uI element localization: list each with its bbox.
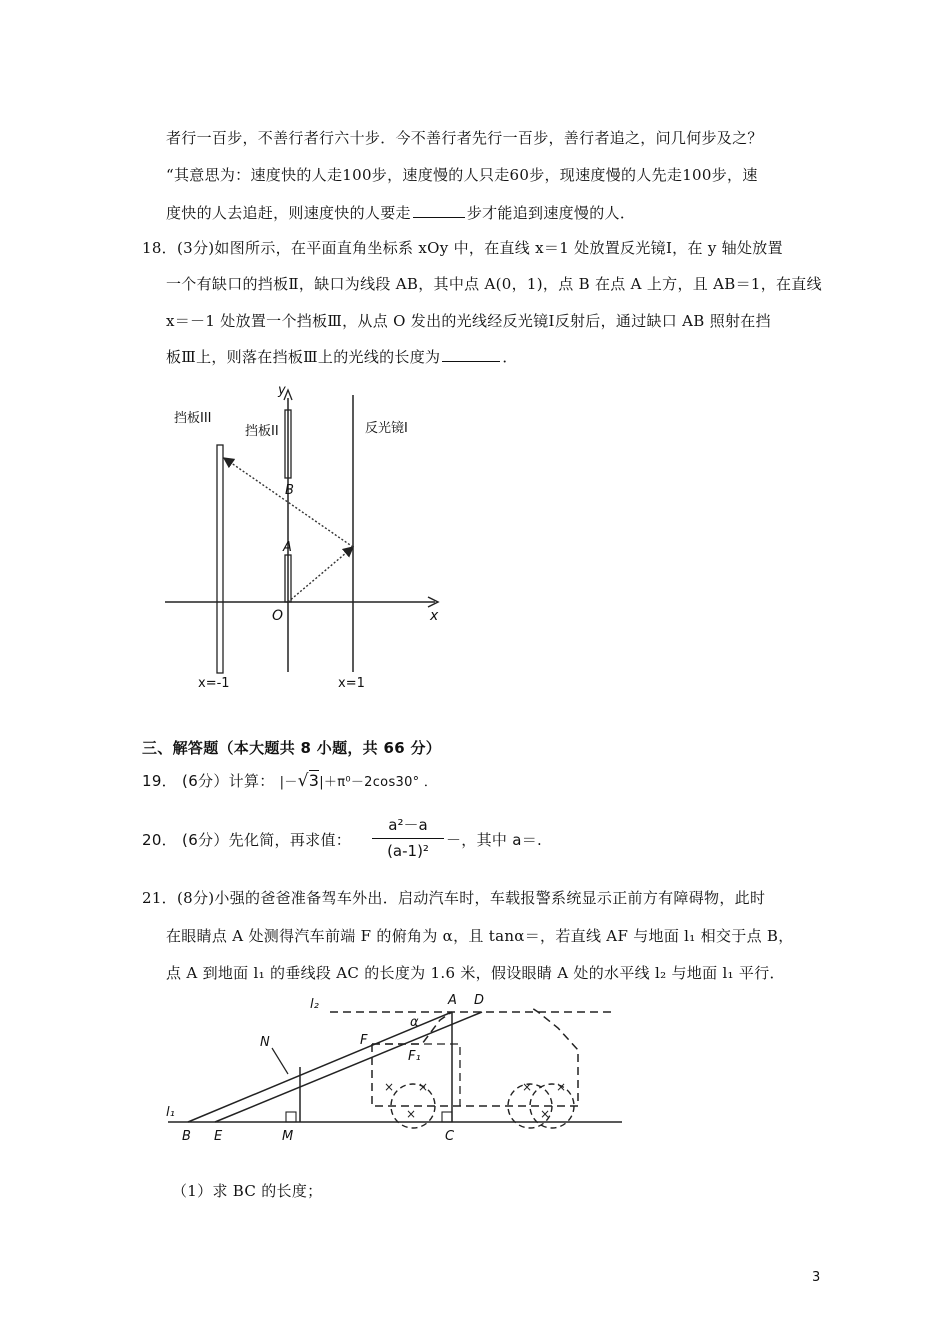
q20-numerator: a²－a xyxy=(372,814,444,839)
q18-line-4-text-a: 板Ⅲ上，则落在挡板Ⅲ上的光线的长度为 xyxy=(166,348,441,366)
wheel-mark-3: × xyxy=(406,1107,417,1121)
label-x-neg1: x=-1 xyxy=(198,676,230,691)
label-F: F xyxy=(360,1033,368,1048)
q18-line-4-text-b: ． xyxy=(502,348,518,366)
q20-denominator: (a-1)² xyxy=(387,842,429,860)
q20-fraction xyxy=(372,814,444,860)
wheel-mark-4: × xyxy=(522,1080,533,1094)
label-A: A xyxy=(283,540,292,555)
label-board2: 挡板II xyxy=(245,424,279,439)
right-angle-mark-C xyxy=(442,1112,452,1122)
q18-line-1: 18．(3分)如图所示，在平面直角坐标系 xOy 中，在直线 x＝1 处放置反光镜Ⅰ，在 y 轴处放置 xyxy=(142,239,783,257)
q19-sqrt-value: 3 xyxy=(308,771,320,790)
label-A: A xyxy=(448,993,457,1008)
q18-line-4 xyxy=(166,346,518,367)
label-x1: x=1 xyxy=(338,676,365,691)
q21-line-1: 21．(8分)小强的爸爸准备驾车外出．启动汽车时，车载报警系统显示正前方有障碍物，此时 xyxy=(142,889,766,907)
segment-N-pointer xyxy=(272,1048,288,1074)
label-l2: l₂ xyxy=(310,997,319,1012)
sqrt-icon: √ xyxy=(297,771,309,791)
q19-prefix: 19． (6分）计算： xyxy=(142,772,275,790)
q21-line-3: 点 A 到地面 l₁ 的垂线段 AC 的长度为 1.6 米，假设眼睛 A 处的水平线 l₂ 与地面 l₁ 平行． xyxy=(166,964,785,982)
label-alpha: α xyxy=(410,1015,419,1030)
q17-answer-blank[interactable] xyxy=(413,203,465,218)
q19-line xyxy=(142,770,437,791)
label-B: B xyxy=(285,483,294,498)
q17-line-3 xyxy=(166,202,635,223)
wheel-mark-2: × xyxy=(418,1080,429,1094)
label-D: D xyxy=(474,993,485,1008)
light-ray-incident xyxy=(288,547,353,602)
label-l1: l₁ xyxy=(166,1105,175,1120)
label-O: O xyxy=(272,608,284,624)
label-N: N xyxy=(260,1035,270,1050)
label-y: y xyxy=(278,383,286,398)
label-x: x xyxy=(430,608,439,624)
section3-title: 三、解答题（本大题共 8 小题，共 66 分） xyxy=(142,739,442,757)
q17-line-3-text-a: 度快的人去追赶，则速度快的人要走 xyxy=(166,204,411,222)
right-angle-mark-M xyxy=(286,1112,296,1122)
q17-line-1: 者行一百步，不善行者行六十步．今不善行者先行一百步，善行者追之，问几何步及之？ xyxy=(166,129,763,147)
q18-figure xyxy=(160,380,460,695)
q18-line-2: 一个有缺口的挡板Ⅱ，缺口为线段 AB，其中点 A(0，1)，点 B 在点 A 上方，且 AB＝1，在直线 xyxy=(166,275,822,293)
wheel-mark-6: × xyxy=(540,1107,551,1121)
label-mirror1: 反光镜I xyxy=(365,421,408,436)
wheel-mark-1: × xyxy=(384,1080,395,1094)
q21-sub-question-1: （1）求 BC 的长度； xyxy=(172,1182,323,1200)
label-C: C xyxy=(445,1129,455,1143)
label-board3: 挡板III xyxy=(174,411,212,426)
q21-line-2: 在眼睛点 A 处测得汽车前端 F 的俯角为 α，且 tanα＝，若直线 AF 与地面 l₁ 相交于点 B， xyxy=(166,927,794,945)
q19-abs-open: |－ xyxy=(279,775,298,790)
q20-prefix: 20． (6分）先化简，再求值： xyxy=(142,831,352,849)
label-B: B xyxy=(182,1129,191,1143)
wheel-mark-5: × xyxy=(556,1080,567,1094)
q17-line-2: “其意思为：速度快的人走100步，速度慢的人只走60步，现速度慢的人先走100步，速 xyxy=(166,166,758,184)
q18-line-3: x＝－1 处放置一个挡板Ⅲ，从点 O 发出的光线经反光镜Ⅰ反射后，通过缺口 AB 照射在挡 xyxy=(166,312,771,330)
q21-figure xyxy=(160,988,630,1143)
q18-answer-blank[interactable] xyxy=(442,347,500,362)
q17-line-3-text-b: 步才能追到速度慢的人． xyxy=(466,204,636,222)
label-E: E xyxy=(214,1129,223,1143)
label-F1: F₁ xyxy=(408,1049,421,1064)
q20-suffix: －，其中 a＝. xyxy=(446,831,543,849)
page-number: 3 xyxy=(812,1270,821,1285)
label-M: M xyxy=(282,1129,294,1143)
board3 xyxy=(217,445,223,673)
q19-rest: |＋π⁰－2cos30° ． xyxy=(319,775,438,790)
